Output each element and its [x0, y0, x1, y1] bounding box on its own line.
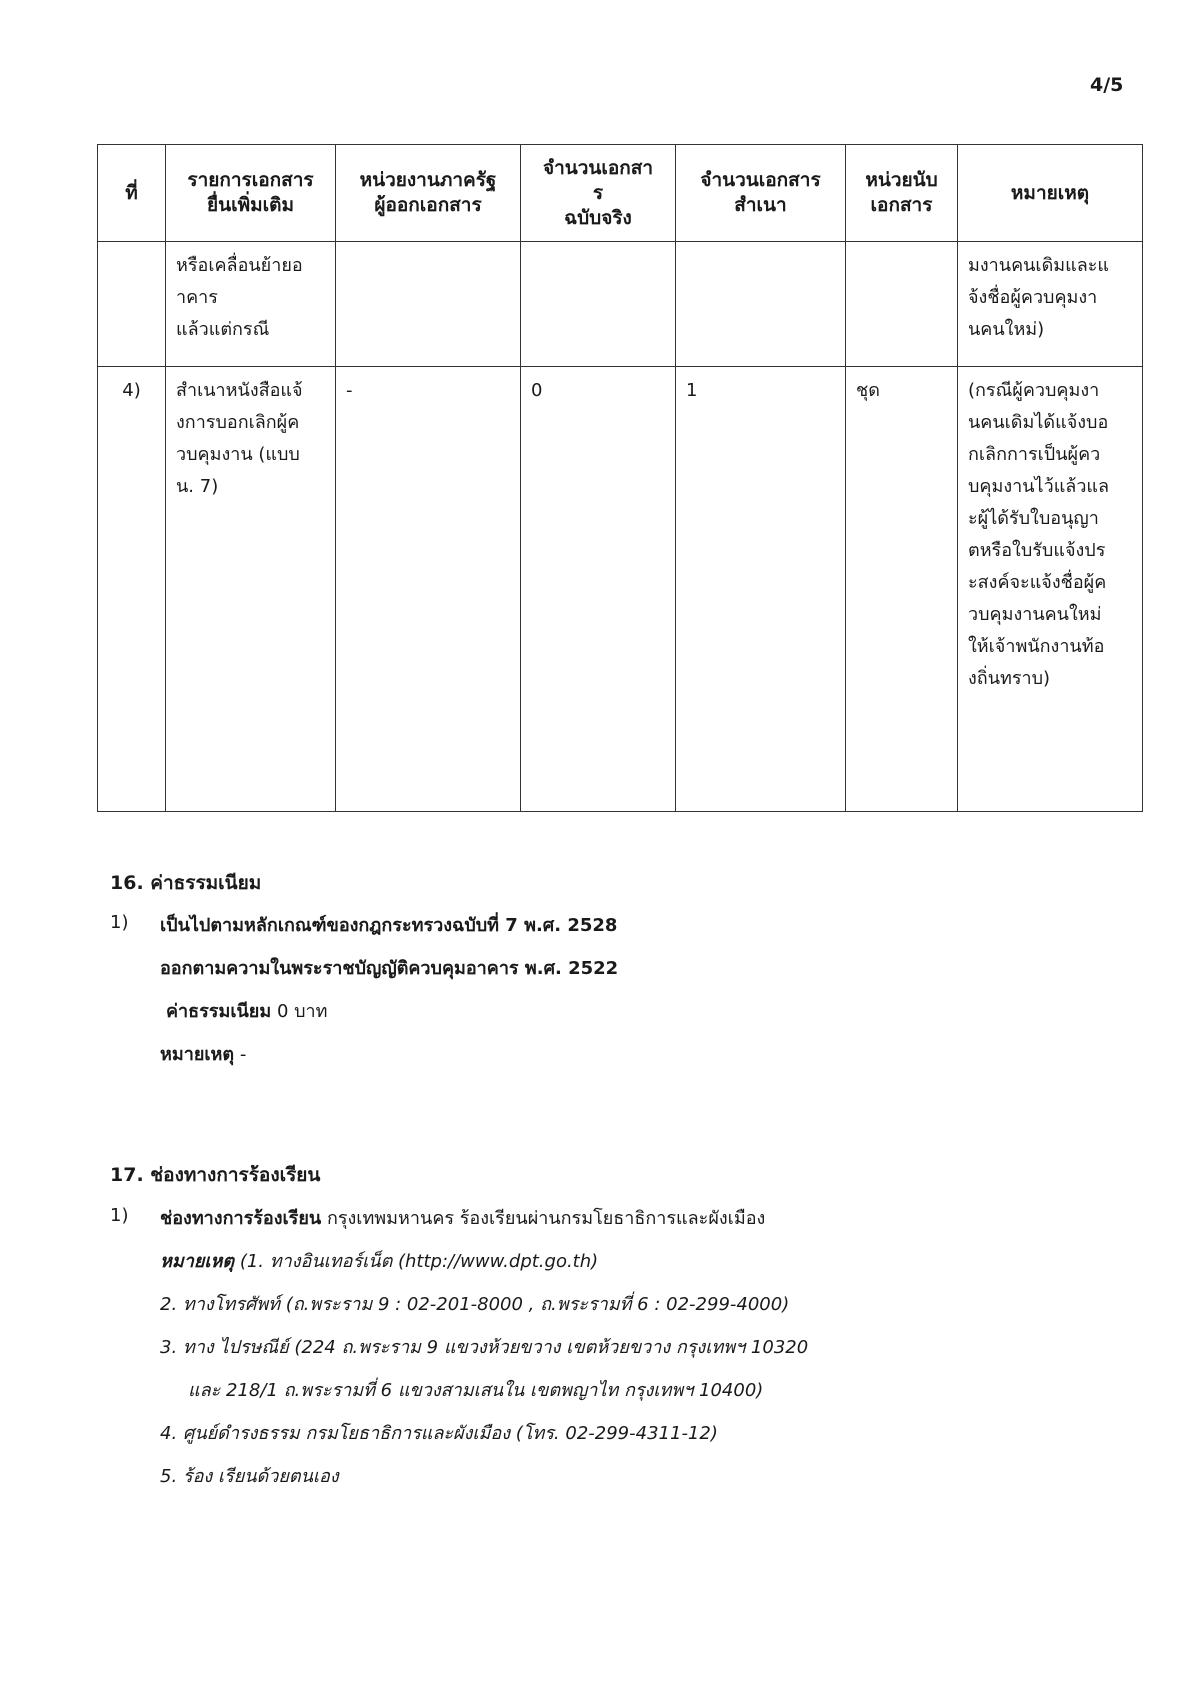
- cell-agency: [336, 242, 521, 367]
- complaints-note-internet: (1. ทางอินเทอร์เน็ต (http://www.dpt.go.th): [239, 1251, 599, 1272]
- complaints-damrongdham-line: 4. ศูนย์ดำรงธรรม กรมโยธาธิการและผังเมือง (โทร. 02-299-4311-12): [160, 1423, 718, 1444]
- cell-item: หรือเคลื่อนย้ายอ าคาร แล้วแต่กรณี: [166, 242, 336, 367]
- cell-copies: 1: [676, 367, 846, 812]
- fees-amount-line: [166, 996, 328, 1025]
- complaints-post-line: 3. ทาง ไปรษณีย์ (224 ถ.พระราม 9 แขวงห้วยขวาง เขตห้วยขวาง กรุงเทพฯ 10320: [160, 1337, 809, 1358]
- table-header-row: [98, 145, 1143, 242]
- complaints-phone-line: 2. ทางโทรศัพท์ (ถ.พระราม 9 : 02-201-8000 , ถ.พระรามที่ 6 : 02-299-4000): [160, 1294, 790, 1315]
- table-row: [98, 242, 1143, 367]
- header-originals: จำนวนเอกสา ร ฉบับจริง: [521, 145, 676, 242]
- header-document-list: รายการเอกสาร ยื่นเพิ่มเติม: [166, 145, 336, 242]
- complaints-channel-value: กรุงเทพมหานคร ร้องเรียนผ่านกรมโยธาธิการและผังเมือง: [326, 1208, 766, 1229]
- cell-copies: [676, 242, 846, 367]
- cell-item: สำเนาหนังสือแจ้ งการบอกเลิกผู้ค วบคุมงาน (แบบ น. 7): [166, 367, 336, 812]
- fees-item-number: 1): [110, 912, 129, 933]
- fees-act-line: ออกตามความในพระราชบัญญัติควบคุมอาคาร พ.ศ. 2522: [160, 958, 619, 979]
- documents-table: [97, 144, 1143, 812]
- cell-unit: [846, 242, 958, 367]
- fees-note-value: -: [239, 1044, 247, 1065]
- header-copies: จำนวนเอกสาร สำเนา: [676, 145, 846, 242]
- fee-label: ค่าธรรมเนียม: [166, 1001, 272, 1022]
- table-row: [98, 367, 1143, 812]
- complaints-in-person-line: 5. ร้อง เรียนด้วยตนเอง: [160, 1466, 339, 1487]
- header-no: ที่: [98, 145, 166, 242]
- cell-unit: ชุด: [846, 367, 958, 812]
- complaints-channel-line: [160, 1203, 765, 1232]
- fees-note-line: [160, 1039, 246, 1068]
- cell-no: 4): [98, 367, 166, 812]
- page-number: 4/5: [1090, 74, 1124, 96]
- fees-note-label: หมายเหตุ: [160, 1044, 235, 1065]
- fees-rule-line: เป็นไปตามหลักเกณฑ์ของกฎกระทรวงฉบับที่ 7 พ.ศ. 2528: [160, 915, 618, 936]
- cell-originals: 0: [521, 367, 676, 812]
- complaints-section-title: 17. ช่องทางการร้องเรียน: [110, 1164, 321, 1186]
- cell-note: (กรณีผู้ควบคุมงา นคนเดิมได้แจ้งบอ กเลิกการเป็นผู้คว บคุมงานไว้แล้วแล ะผู้ได้รับใบอนุญา ตหรือใบรับแจ้งปร ะสงค์จะแจ้งชื่อผู้ค วบคุมงานคนใหม่ ให้เจ้าพนักงานท้อ งถิ่นทราบ): [958, 367, 1143, 812]
- header-issuing-agency: หน่วยงานภาครัฐ ผู้ออกเอกสาร: [336, 145, 521, 242]
- cell-agency: -: [336, 367, 521, 812]
- cell-no: [98, 242, 166, 367]
- fee-value: 0 บาท: [276, 1001, 328, 1022]
- header-unit: หน่วยนับ เอกสาร: [846, 145, 958, 242]
- fees-section-title: 16. ค่าธรรมเนียม: [110, 872, 262, 894]
- cell-note: มงานคนเดิมและแ จ้งชื่อผู้ควบคุมงา นคนใหม่): [958, 242, 1143, 367]
- complaints-channel-label: ช่องทางการร้องเรียน: [160, 1208, 322, 1229]
- cell-originals: [521, 242, 676, 367]
- complaints-item-number: 1): [110, 1205, 129, 1226]
- complaints-post-address-line: และ 218/1 ถ.พระรามที่ 6 แขวงสามเสนใน เขตพญาไท กรุงเทพฯ 10400): [188, 1380, 764, 1401]
- header-note: หมายเหตุ: [958, 145, 1143, 242]
- complaints-note-label: หมายเหตุ: [160, 1251, 235, 1272]
- complaints-note-line: [160, 1246, 598, 1275]
